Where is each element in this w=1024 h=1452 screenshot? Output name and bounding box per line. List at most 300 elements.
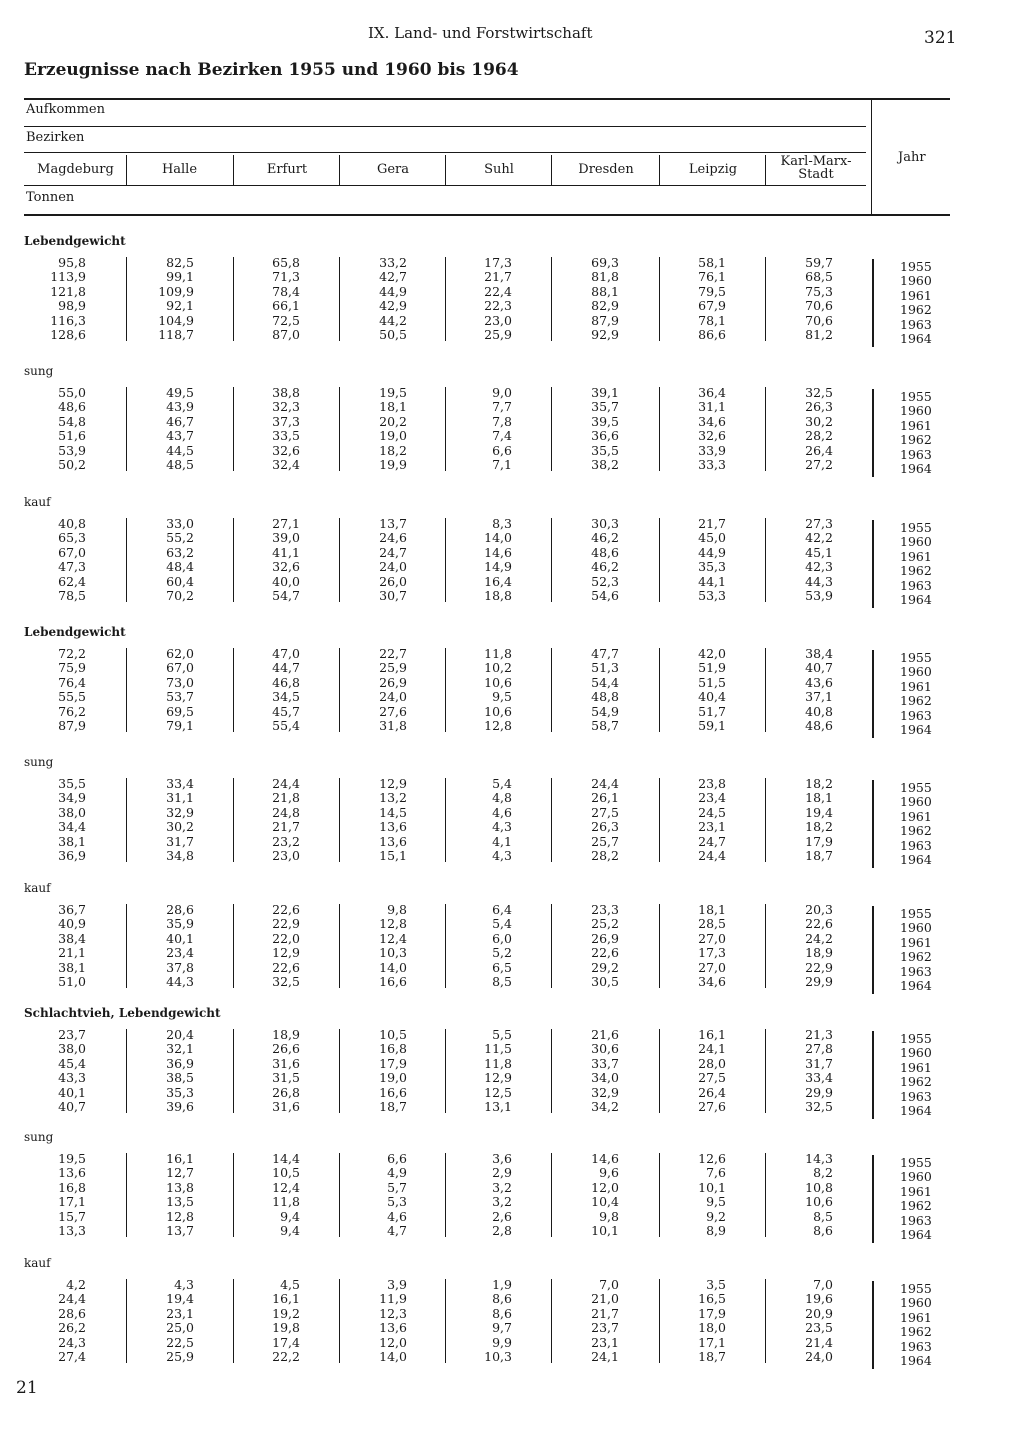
year-cell: 1963: [900, 963, 932, 979]
table-cell: 33,4: [805, 1070, 833, 1086]
table-row: [0, 312, 1024, 332]
year-cell: 1960: [900, 273, 932, 289]
table-cell: 36,7: [58, 902, 86, 917]
table-cell: 7,4: [492, 428, 512, 444]
table-row: [0, 945, 1024, 965]
table-cell: 26,9: [379, 674, 407, 690]
table-cell: 32,1: [166, 1041, 194, 1057]
table-cell: 4,6: [492, 804, 512, 820]
table-cell: 10,1: [591, 1223, 619, 1238]
table-cell: 10,6: [484, 674, 512, 690]
table-cell: 9,4: [280, 1223, 300, 1238]
table-cell: 73,0: [166, 674, 194, 690]
table-cell: 47,7: [591, 646, 619, 661]
table-cell: 22,9: [272, 916, 300, 932]
table-cell: 29,9: [805, 974, 833, 989]
year-cell: 1961: [900, 808, 932, 824]
table-cell: 16,6: [379, 1084, 407, 1100]
table-cell: 26,2: [58, 1320, 86, 1336]
table-cell: 17,1: [698, 1334, 726, 1350]
year-cell: 1960: [900, 920, 932, 936]
table-cell: 37,1: [805, 689, 833, 705]
table-cell: 51,6: [58, 428, 86, 444]
column-header-divider: [445, 155, 446, 185]
table-cell: 7,1: [492, 457, 512, 472]
table-cell: 15,7: [58, 1208, 86, 1224]
year-cell: 1963: [900, 837, 932, 853]
table-cell: 12,9: [484, 1070, 512, 1086]
table-cell: 28,5: [698, 916, 726, 932]
table-cell: 24,0: [379, 689, 407, 705]
table-cell: 31,5: [272, 1070, 300, 1086]
table-cell: 36,9: [166, 1055, 194, 1071]
table-cell: 5,7: [387, 1179, 407, 1195]
table-cell: 47,3: [58, 559, 86, 575]
table-row: [0, 790, 1024, 810]
table-cell: 10,3: [379, 945, 407, 961]
column-header-gera: Gera: [376, 162, 410, 177]
year-cell: 1963: [900, 707, 932, 723]
year-cell: 1955: [900, 650, 932, 665]
table-cell: 87,9: [58, 718, 86, 733]
table-cell: 92,1: [166, 298, 194, 314]
table-cell: 44,3: [166, 974, 194, 989]
table-row: [0, 269, 1024, 289]
table-cell: 14,9: [484, 559, 512, 575]
table-cell: 24,3: [58, 1334, 86, 1350]
table-cell: 27,6: [698, 1099, 726, 1114]
table-cell: 18,9: [805, 945, 833, 961]
table-cell: 25,9: [484, 327, 512, 342]
table-cell: 37,8: [166, 959, 194, 975]
table-cell: 31,7: [166, 833, 194, 849]
table-cell: 54,6: [591, 588, 619, 603]
table-row: [0, 776, 1024, 795]
table-cell: 7,6: [706, 1165, 726, 1181]
table-row: [0, 848, 1024, 867]
table-cell: 12,0: [591, 1179, 619, 1195]
year-cell: 1964: [900, 722, 932, 737]
table-cell: 4,6: [387, 1208, 407, 1224]
table-cell: 33,0: [166, 516, 194, 531]
table-cell: 24,1: [591, 1349, 619, 1364]
table-cell: 25,0: [166, 1320, 194, 1336]
year-cell: 1963: [900, 1212, 932, 1228]
table-cell: 55,2: [166, 530, 194, 546]
table-cell: 24,4: [58, 1291, 86, 1307]
year-cell: 1962: [900, 823, 932, 839]
header-jahr-divider: [871, 98, 872, 216]
table-cell: 53,7: [166, 689, 194, 705]
table-cell: 18,0: [698, 1320, 726, 1336]
table-cell: 86,6: [698, 327, 726, 342]
header-rule-aufkommen: [24, 126, 866, 127]
table-cell: 7,7: [492, 399, 512, 415]
table-row: [0, 804, 1024, 824]
column-header-divider: [765, 155, 766, 185]
table-cell: 21,3: [805, 1027, 833, 1042]
table-cell: 53,9: [58, 442, 86, 458]
table-cell: 44,9: [379, 283, 407, 299]
table-cell: 16,1: [698, 1027, 726, 1042]
table-cell: 98,9: [58, 298, 86, 314]
table-cell: 18,1: [379, 399, 407, 415]
table-cell: 26,1: [591, 790, 619, 806]
table-cell: 40,8: [58, 516, 86, 531]
table-cell: 66,1: [272, 298, 300, 314]
table-cell: 14,3: [805, 1151, 833, 1166]
table-cell: 24,4: [591, 776, 619, 791]
year-cell: 1960: [900, 664, 932, 680]
table-cell: 22,4: [484, 283, 512, 299]
table-cell: 11,8: [484, 1055, 512, 1071]
table-cell: 20,4: [166, 1027, 194, 1042]
table-cell: 27,2: [805, 457, 833, 472]
table-cell: 3,2: [492, 1179, 512, 1195]
table-cell: 2,9: [492, 1165, 512, 1181]
year-cell: 1964: [900, 592, 932, 607]
table-cell: 18,9: [272, 1027, 300, 1042]
table-cell: 70,6: [805, 298, 833, 314]
table-cell: 31,8: [379, 718, 407, 733]
table-cell: 35,7: [591, 399, 619, 415]
table-cell: 12,9: [379, 776, 407, 791]
year-cell: 1955: [900, 389, 932, 404]
table-cell: 2,8: [492, 1223, 512, 1238]
table-cell: 4,5: [280, 1277, 300, 1292]
table-row: [0, 1151, 1024, 1170]
table-cell: 92,9: [591, 327, 619, 342]
table-row: [0, 255, 1024, 274]
table-cell: 22,6: [591, 945, 619, 961]
table-cell: 12,4: [379, 930, 407, 946]
year-cell: 1955: [900, 259, 932, 274]
table-cell: 48,6: [591, 544, 619, 560]
year-cell: 1961: [900, 934, 932, 950]
table-cell: 9,2: [706, 1208, 726, 1224]
table-cell: 72,2: [58, 646, 86, 661]
header-jahr: Jahr: [898, 150, 926, 165]
table-cell: 20,2: [379, 413, 407, 429]
header-rule-bezirken: [24, 152, 866, 153]
section-label: Lebendgewicht: [24, 625, 126, 639]
table-cell: 32,9: [591, 1084, 619, 1100]
table-cell: 24,8: [272, 804, 300, 820]
table-cell: 42,2: [805, 530, 833, 546]
table-cell: 34,6: [698, 413, 726, 429]
table-cell: 38,8: [272, 385, 300, 400]
table-cell: 14,0: [484, 530, 512, 546]
table-cell: 81,2: [805, 327, 833, 342]
table-cell: 69,3: [591, 255, 619, 270]
header-bottom-rule: [24, 214, 950, 216]
table-cell: 51,7: [698, 703, 726, 719]
table-cell: 128,6: [50, 327, 86, 342]
table-cell: 19,2: [272, 1305, 300, 1321]
table-row: [0, 588, 1024, 607]
table-cell: 13,7: [379, 516, 407, 531]
header-top-rule: [24, 98, 950, 100]
section-label: Lebendgewicht: [24, 234, 126, 248]
table-row: [0, 974, 1024, 993]
table-row: [0, 703, 1024, 723]
table-cell: 8,3: [492, 516, 512, 531]
year-cell: 1964: [900, 1227, 932, 1242]
table-cell: 8,9: [706, 1223, 726, 1238]
table-cell: 21,7: [484, 269, 512, 285]
table-cell: 40,7: [805, 660, 833, 676]
table-cell: 34,4: [58, 819, 86, 835]
table-cell: 78,1: [698, 312, 726, 328]
table-cell: 10,1: [698, 1179, 726, 1195]
table-cell: 22,3: [484, 298, 512, 314]
year-cell: 1961: [900, 1309, 932, 1325]
table-cell: 67,0: [166, 660, 194, 676]
table-cell: 39,5: [591, 413, 619, 429]
table-cell: 32,5: [272, 974, 300, 989]
table-row: [0, 1320, 1024, 1340]
table-cell: 38,0: [58, 1041, 86, 1057]
table-cell: 65,3: [58, 530, 86, 546]
table-row: [0, 1165, 1024, 1185]
table-cell: 9,9: [492, 1334, 512, 1350]
table-cell: 46,2: [591, 530, 619, 546]
table-cell: 48,8: [591, 689, 619, 705]
table-cell: 17,9: [379, 1055, 407, 1071]
table-row: [0, 1291, 1024, 1311]
table-cell: 23,1: [591, 1334, 619, 1350]
table-cell: 44,7: [272, 660, 300, 676]
page-number: 321: [924, 28, 957, 48]
table-cell: 31,7: [805, 1055, 833, 1071]
table-cell: 3,9: [387, 1277, 407, 1292]
table-cell: 21,1: [58, 945, 86, 961]
table-cell: 30,2: [805, 413, 833, 429]
column-header-dresden: Dresden: [578, 162, 634, 177]
year-cell: 1955: [900, 1155, 932, 1170]
table-cell: 32,3: [272, 399, 300, 415]
table-cell: 21,7: [272, 819, 300, 835]
table-row: [0, 1305, 1024, 1325]
table-cell: 10,2: [484, 660, 512, 676]
table-row: [0, 544, 1024, 564]
table-cell: 31,6: [272, 1099, 300, 1114]
year-cell: 1963: [900, 577, 932, 593]
table-title: Erzeugnisse nach Bezirken 1955 und 1960 bis 1964: [24, 60, 519, 80]
table-cell: 58,1: [698, 255, 726, 270]
table-cell: 17,1: [58, 1194, 86, 1210]
year-cell: 1961: [900, 287, 932, 303]
table-cell: 39,6: [166, 1099, 194, 1114]
table-cell: 40,1: [166, 930, 194, 946]
section-label: Schlachtvieh, Lebendgewicht: [24, 1006, 221, 1020]
table-cell: 35,3: [698, 559, 726, 575]
year-cell: 1961: [900, 1183, 932, 1199]
table-cell: 22,6: [272, 959, 300, 975]
table-cell: 35,5: [591, 442, 619, 458]
table-cell: 3,2: [492, 1194, 512, 1210]
table-cell: 18,7: [805, 848, 833, 863]
table-cell: 25,9: [379, 660, 407, 676]
table-cell: 28,6: [166, 902, 194, 917]
table-cell: 4,3: [492, 848, 512, 863]
table-cell: 27,3: [805, 516, 833, 531]
column-header-divider: [339, 155, 340, 185]
table-cell: 19,6: [805, 1291, 833, 1307]
year-cell: 1960: [900, 1295, 932, 1311]
table-cell: 27,1: [272, 516, 300, 531]
table-cell: 7,0: [599, 1277, 619, 1292]
header-tonnen: Tonnen: [26, 190, 75, 205]
table-row: [0, 959, 1024, 979]
year-cell: 1962: [900, 693, 932, 709]
table-cell: 22,6: [272, 902, 300, 917]
table-cell: 50,2: [58, 457, 86, 472]
column-header-magdeburg: Magdeburg: [37, 162, 114, 177]
table-cell: 38,0: [58, 804, 86, 820]
table-cell: 23,4: [166, 945, 194, 961]
table-cell: 16,4: [484, 573, 512, 589]
table-row: [0, 428, 1024, 448]
table-cell: 23,4: [698, 790, 726, 806]
year-cell: 1955: [900, 780, 932, 795]
table-cell: 8,5: [813, 1208, 833, 1224]
table-cell: 15,1: [379, 848, 407, 863]
table-cell: 48,5: [166, 457, 194, 472]
table-cell: 45,1: [805, 544, 833, 560]
year-cell: 1960: [900, 403, 932, 419]
table-cell: 27,0: [698, 959, 726, 975]
table-cell: 30,2: [166, 819, 194, 835]
table-cell: 21,4: [805, 1334, 833, 1350]
table-cell: 24,7: [379, 544, 407, 560]
table-cell: 26,0: [379, 573, 407, 589]
table-cell: 8,6: [492, 1305, 512, 1321]
table-cell: 9,0: [492, 385, 512, 400]
table-cell: 5,2: [492, 945, 512, 961]
table-row: [0, 674, 1024, 694]
table-cell: 54,8: [58, 413, 86, 429]
table-cell: 43,7: [166, 428, 194, 444]
table-cell: 53,3: [698, 588, 726, 603]
table-cell: 8,5: [492, 974, 512, 989]
table-cell: 26,3: [591, 819, 619, 835]
table-cell: 59,7: [805, 255, 833, 270]
table-cell: 19,5: [58, 1151, 86, 1166]
table-cell: 38,1: [58, 833, 86, 849]
table-cell: 9,5: [492, 689, 512, 705]
table-cell: 19,4: [805, 804, 833, 820]
table-cell: 21,7: [698, 516, 726, 531]
table-cell: 33,5: [272, 428, 300, 444]
year-cell: 1963: [900, 1088, 932, 1104]
table-cell: 5,5: [492, 1027, 512, 1042]
table-cell: 68,5: [805, 269, 833, 285]
table-row: [0, 1277, 1024, 1296]
table-row: [0, 1194, 1024, 1214]
table-cell: 11,5: [484, 1041, 512, 1057]
table-cell: 5,3: [387, 1194, 407, 1210]
table-row: [0, 457, 1024, 476]
table-cell: 82,5: [166, 255, 194, 270]
column-header-halle: Halle: [161, 162, 198, 177]
table-row: [0, 283, 1024, 303]
table-cell: 47,0: [272, 646, 300, 661]
table-cell: 12,8: [484, 718, 512, 733]
table-cell: 23,0: [484, 312, 512, 328]
table-cell: 35,9: [166, 916, 194, 932]
table-cell: 88,1: [591, 283, 619, 299]
table-cell: 6,6: [492, 442, 512, 458]
table-cell: 37,3: [272, 413, 300, 429]
table-cell: 46,7: [166, 413, 194, 429]
table-cell: 9,5: [706, 1194, 726, 1210]
table-cell: 33,9: [698, 442, 726, 458]
table-cell: 20,3: [805, 902, 833, 917]
table-cell: 31,1: [166, 790, 194, 806]
table-cell: 4,3: [174, 1277, 194, 1292]
column-header-leipzig: Leipzig: [688, 162, 738, 177]
year-cell: 1955: [900, 1031, 932, 1046]
table-cell: 60,4: [166, 573, 194, 589]
table-cell: 28,2: [805, 428, 833, 444]
table-cell: 41,1: [272, 544, 300, 560]
year-cell: 1960: [900, 1169, 932, 1185]
table-cell: 9,8: [599, 1208, 619, 1224]
table-cell: 34,6: [698, 974, 726, 989]
section-label: sung: [24, 1130, 54, 1144]
table-row: [0, 718, 1024, 737]
table-cell: 26,9: [591, 930, 619, 946]
table-cell: 54,9: [591, 703, 619, 719]
table-cell: 24,4: [272, 776, 300, 791]
table-cell: 12,8: [166, 1208, 194, 1224]
table-cell: 23,1: [166, 1305, 194, 1321]
table-row: [0, 819, 1024, 839]
table-cell: 48,6: [58, 399, 86, 415]
table-cell: 21,7: [591, 1305, 619, 1321]
table-cell: 14,0: [379, 1349, 407, 1364]
table-cell: 17,3: [484, 255, 512, 270]
table-cell: 16,1: [166, 1151, 194, 1166]
table-cell: 27,5: [591, 804, 619, 820]
table-cell: 48,4: [166, 559, 194, 575]
table-cell: 8,6: [492, 1291, 512, 1307]
table-cell: 27,8: [805, 1041, 833, 1057]
table-row: [0, 385, 1024, 404]
table-cell: 40,4: [698, 689, 726, 705]
table-cell: 38,1: [58, 959, 86, 975]
table-cell: 25,9: [166, 1349, 194, 1364]
table-row: [0, 902, 1024, 921]
section-label: sung: [24, 755, 54, 769]
table-cell: 39,1: [591, 385, 619, 400]
table-cell: 17,3: [698, 945, 726, 961]
table-cell: 33,7: [591, 1055, 619, 1071]
year-cell: 1964: [900, 331, 932, 346]
table-row: [0, 1334, 1024, 1354]
table-cell: 58,7: [591, 718, 619, 733]
table-cell: 14,6: [591, 1151, 619, 1166]
table-cell: 62,0: [166, 646, 194, 661]
table-cell: 16,8: [379, 1041, 407, 1057]
table-cell: 118,7: [158, 327, 194, 342]
table-row: [0, 413, 1024, 433]
year-cell: 1962: [900, 302, 932, 318]
footer-sheet-number: 21: [16, 1378, 38, 1398]
table-cell: 16,6: [379, 974, 407, 989]
table-cell: 46,8: [272, 674, 300, 690]
